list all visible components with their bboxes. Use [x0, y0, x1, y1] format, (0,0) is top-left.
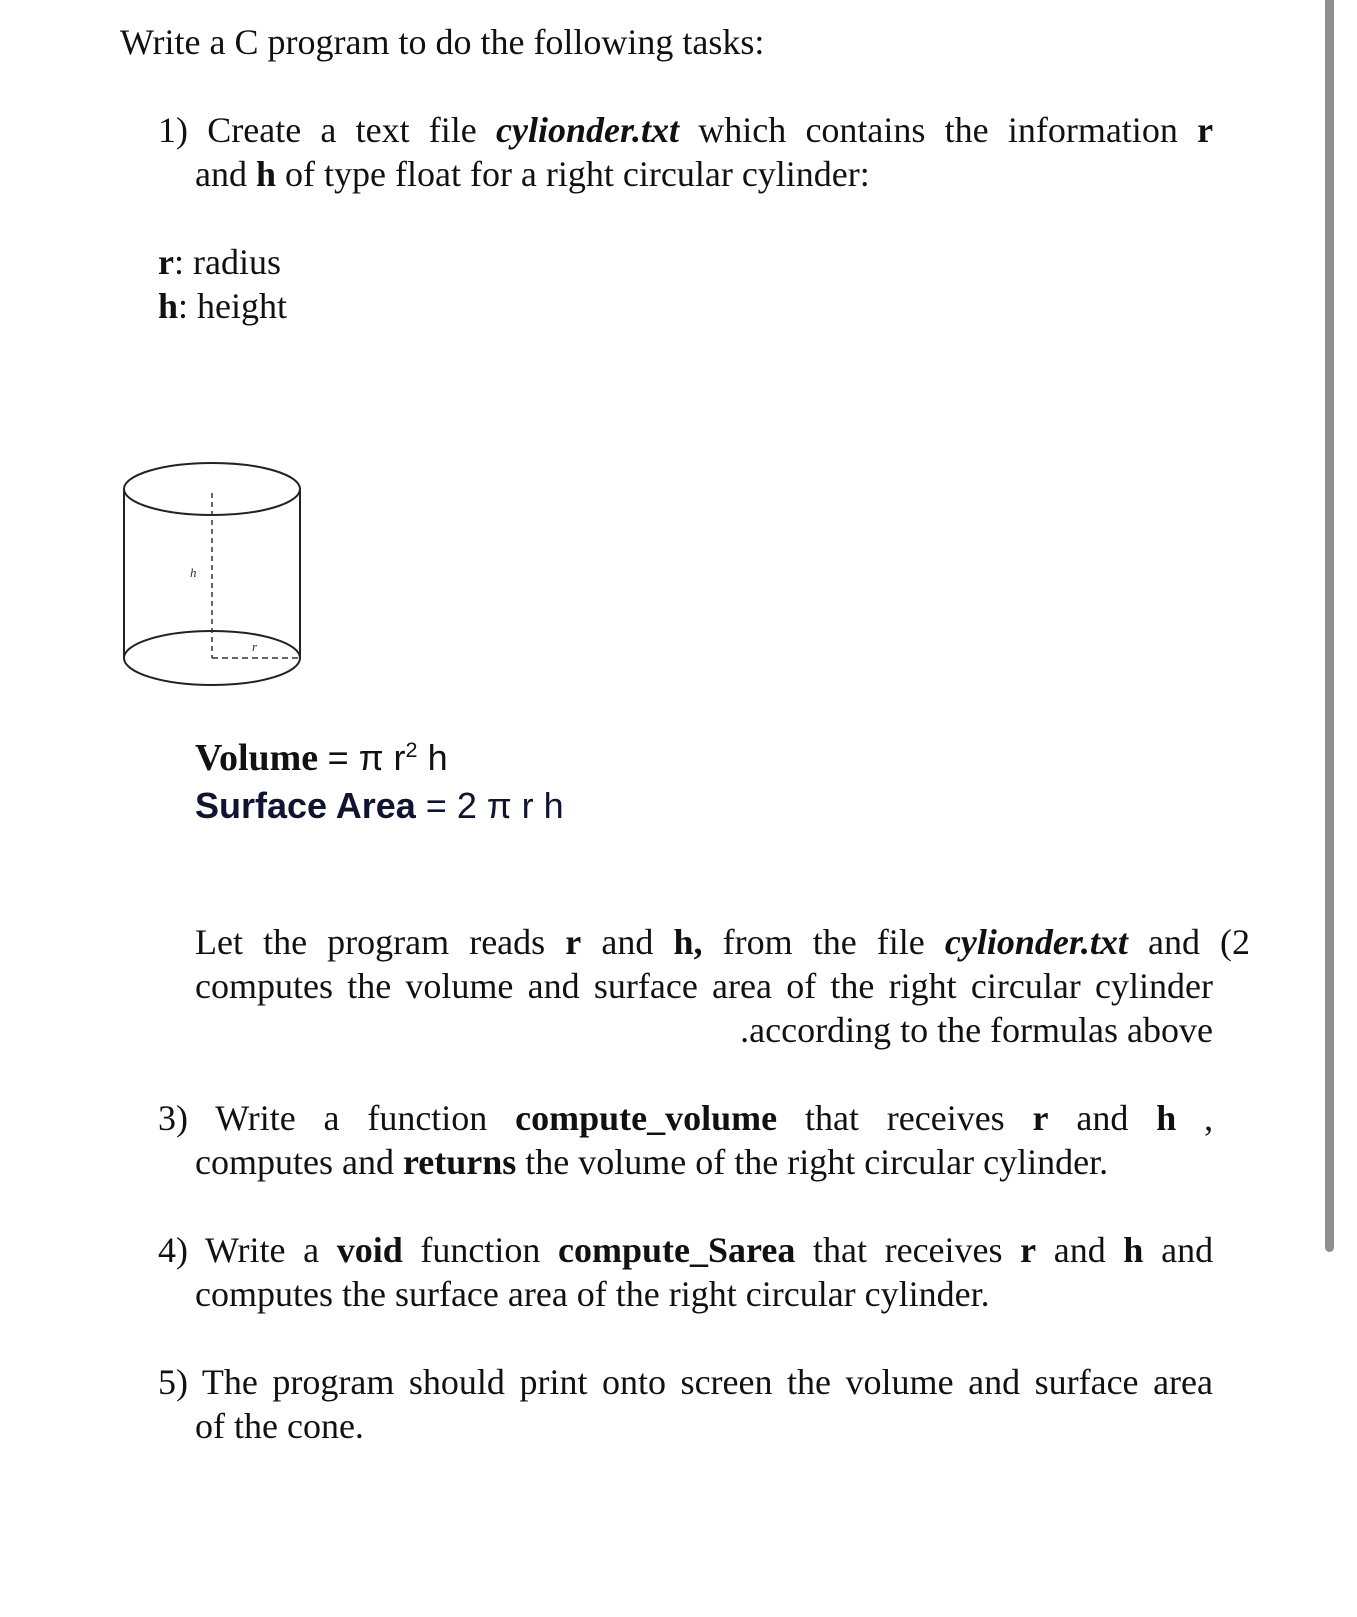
task-4-line-1: 4) Write a void function compute_Sarea that receives r and h and [158, 1230, 1214, 1270]
task-3-number: 3) [158, 1098, 188, 1138]
task-2-filename: cylionder.txt [944, 922, 1128, 962]
task-2-line-1: Let the program reads r and h, from the file cylionder.txt and (2 [195, 922, 1251, 962]
page-heading: Write a C program to do the following tasks: [120, 22, 765, 62]
task-1-line-1: 1) Create a text file cylionder.txt which contains the information r [158, 110, 1214, 150]
surface-area-formula: Surface Area = 2 π r h [195, 785, 564, 826]
task-1-line-2: and h of type float for a right circular cylinder: [195, 154, 870, 194]
definition-radius: r: radius [158, 242, 281, 282]
task-2-line-3: .according to the formulas above [740, 1010, 1213, 1050]
task-5-line-1: 5) The program should print onto screen the volume and surface area [158, 1362, 1213, 1402]
volume-formula: Volume = π $r^2$ h [195, 737, 448, 779]
cylinder-top-ellipse [124, 463, 300, 515]
volume-label: Volume [195, 737, 319, 779]
cylinder-diagram [118, 455, 308, 695]
task-4-number: 4) [158, 1230, 188, 1270]
vertical-scrollbar[interactable] [1325, 0, 1334, 1252]
definition-height: h: height [158, 286, 288, 326]
task-3-line-1: 3) Write a function compute_volume that receives r and h , [158, 1098, 1214, 1138]
radius-label: r [252, 639, 258, 654]
task-5-number: 5) [158, 1362, 188, 1402]
compute-volume-function: compute_volume [515, 1098, 778, 1138]
compute-sarea-function: compute_Sarea [558, 1230, 796, 1270]
surface-area-label: Surface Area [195, 785, 416, 826]
task-1-number: 1) [158, 110, 188, 150]
task-4-line-2: computes the surface area of the right circular cylinder. [195, 1274, 990, 1314]
task-1-filename: cylionder.txt [496, 110, 680, 150]
height-label: h [190, 565, 197, 580]
task-2-line-2: computes the volume and surface area of the right circular cylinder [195, 966, 1213, 1006]
task-3-line-2: computes and returns the volume of the right circular cylinder. [195, 1142, 1109, 1182]
task-5-line-2: of the cone. [195, 1406, 364, 1446]
